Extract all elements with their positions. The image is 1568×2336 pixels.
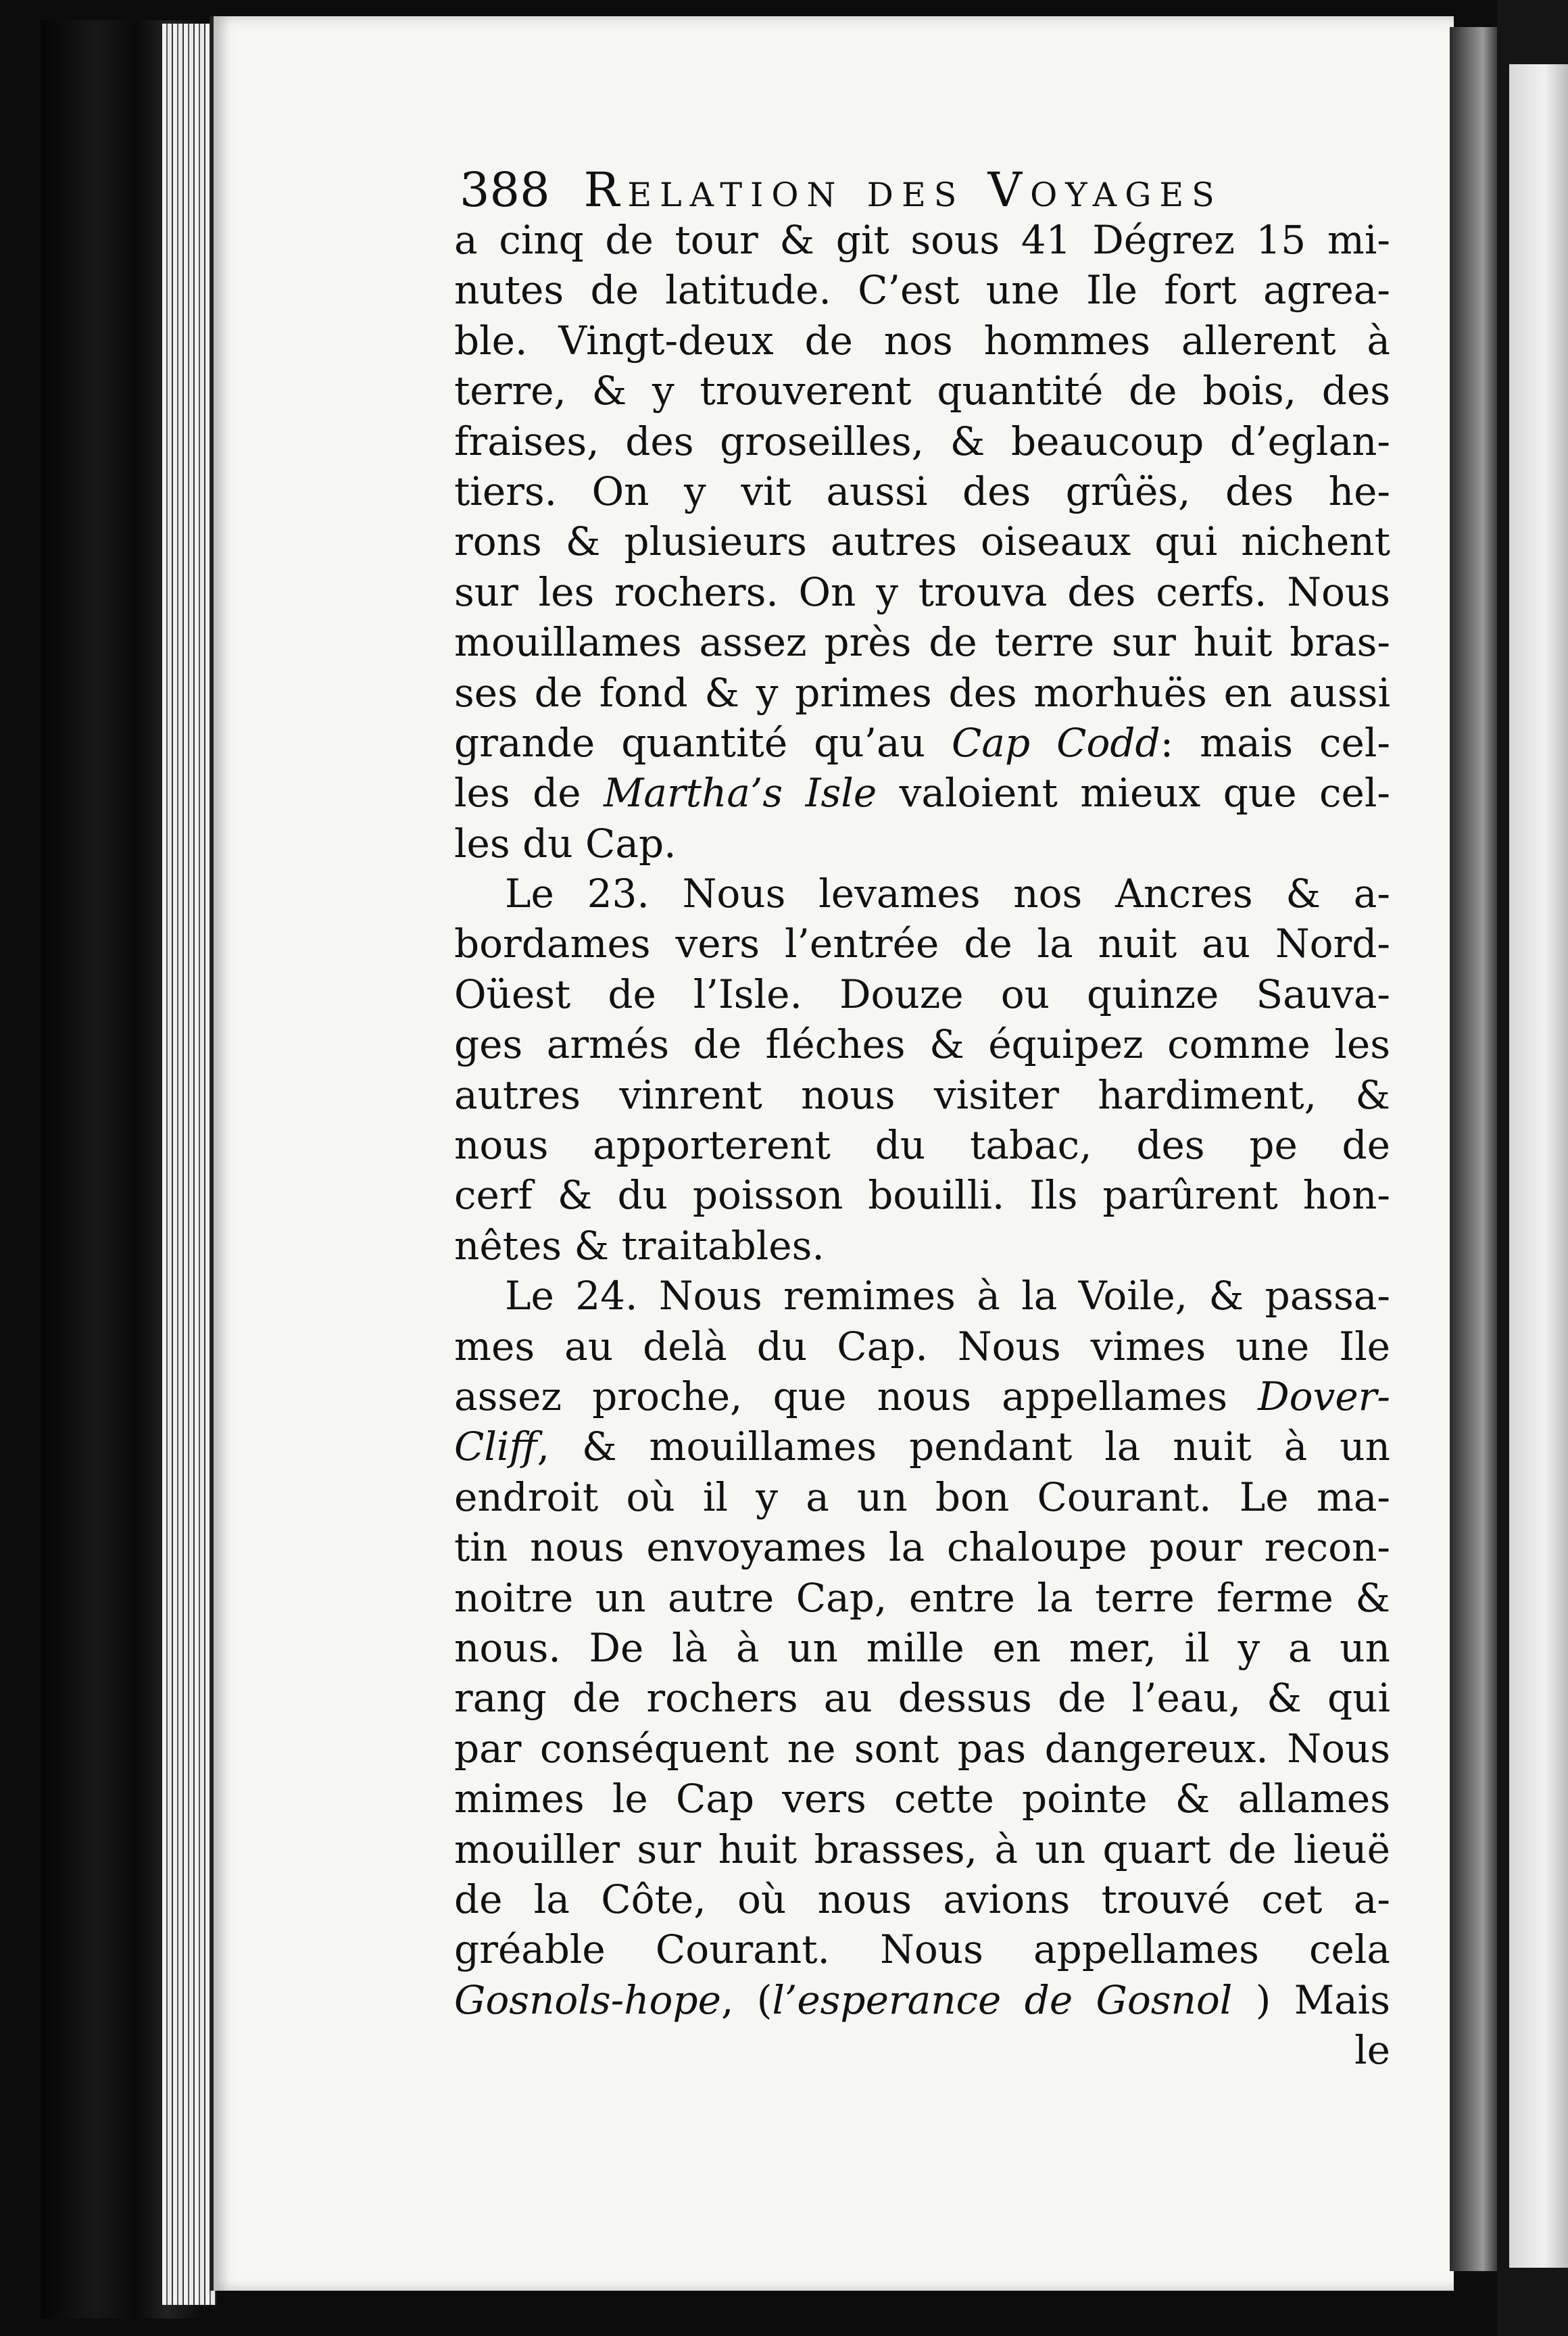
place-name-dover-cliff-cont: Cliff — [454, 1424, 537, 1470]
page-edges-right — [1450, 27, 1497, 2271]
facing-page-edge — [1497, 0, 1568, 2336]
text-segment: Mais — [1294, 1976, 1390, 2023]
text-line — [454, 1975, 1390, 2025]
text-line: Le 24. Nous remimes à la Voile, & passa- — [505, 1273, 1390, 1319]
text-line: nous apporterent du tabac, des pe de — [454, 1122, 1390, 1169]
text-line: terre, & y trouverent quantité de bois, des — [454, 368, 1390, 414]
text-segment: valoient mieux que cel- — [877, 770, 1390, 817]
text-line: nêtes & traitables. — [454, 1222, 825, 1269]
text-line: les du Cap. — [454, 820, 677, 867]
text-line — [454, 1371, 1390, 1421]
text-segment: les de — [454, 770, 581, 817]
text-segment: : mais cel- — [1160, 719, 1390, 766]
text-line: gréable Courant. Nous appellames cela — [454, 1926, 1390, 1973]
facing-leaf — [1509, 64, 1568, 2268]
text-line: mes au delà du Cap. Nous vimes une Ile — [454, 1323, 1390, 1369]
page-edges-left — [162, 24, 216, 2305]
text-line: Le 23. Nous levames nos Ancres & a- — [505, 871, 1390, 917]
text-line: Cliff, & mouillames pendant la nuit à un — [454, 1424, 1390, 1470]
text-segment: grande quantité qu’au — [454, 719, 925, 766]
translation-esperance: l’esperance de Gosnol — [772, 1976, 1233, 2023]
text-line: noitre un autre Cap, entre la terre ferme & — [454, 1574, 1390, 1621]
running-head — [460, 162, 1298, 216]
catchword: le — [1354, 2027, 1390, 2074]
text-line: sur les rochers. On y trouva des cerfs. Nous — [454, 568, 1390, 615]
place-name-cap-codd: Cap Codd — [952, 719, 1160, 766]
text-line: cerf & du poisson bouilli. Ils parûrent hon- — [454, 1172, 1390, 1219]
text-line: mimes le Cap vers cette pointe & allames — [454, 1776, 1390, 1822]
text-line: fraises, des groseilles, & beaucoup d’eglan- — [454, 418, 1390, 464]
page-number: 388 — [460, 162, 550, 218]
text-segment: & mouillames pendant la nuit à un — [581, 1424, 1390, 1470]
text-segment: ) — [1255, 1976, 1271, 2023]
text-line: ges armés de fléches & équipez comme les — [454, 1021, 1390, 1068]
place-name-marthas-isle: Martha’s Isle — [604, 770, 877, 817]
text-line — [454, 768, 1390, 818]
text-line: mouiller sur huit brasses, à un quart de lieuë — [454, 1826, 1390, 1872]
text-line: rang de rochers au dessus de l’eau, & qui — [454, 1675, 1390, 1722]
text-line: bordames vers l’entrée de la nuit au Nord- — [454, 921, 1390, 967]
text-line: nutes de latitude. C’est une Ile fort agrea- — [454, 267, 1390, 314]
body-text — [454, 215, 1390, 2075]
place-name-dover-cliff: Dover- — [1258, 1373, 1390, 1419]
text-line: de la Côte, où nous avions trouvé cet a- — [454, 1876, 1390, 1922]
text-line: Oüest de l’Isle. Douze ou quinze Sauva- — [454, 971, 1390, 1017]
running-title: Relation des Voyages — [583, 162, 1223, 218]
text-line: ses de fond & y primes des morhuës en aussi — [454, 669, 1390, 716]
text-line: nous. De là à un mille en mer, il y a un — [454, 1624, 1390, 1671]
text-line: mouillames assez près de terre sur huit bras- — [454, 619, 1390, 666]
text-segment: assez proche, que nous appellames — [454, 1373, 1228, 1419]
text-line: tiers. On y vit aussi des grûës, des he- — [454, 468, 1390, 514]
text-line — [454, 718, 1390, 768]
text-line: par conséquent ne sont pas dangereux. Nous — [454, 1725, 1390, 1772]
text-line: autres vinrent nous visiter hardiment, & — [454, 1071, 1390, 1118]
text-line: ble. Vingt-deux de nos hommes allerent à — [454, 317, 1390, 364]
text-line: a cinq de tour & git sous 41 Dégrez 15 mi- — [454, 217, 1390, 263]
place-name-gosnols-hope: Gosnols-hope — [454, 1976, 721, 2023]
text-line: rons & plusieurs autres oiseaux qui nichent — [454, 518, 1390, 565]
text-segment: , ( — [720, 1976, 773, 2023]
text-line: endroit où il y a un bon Courant. Le ma- — [454, 1474, 1390, 1520]
text-line: tin nous envoyames la chaloupe pour recon- — [454, 1524, 1390, 1571]
